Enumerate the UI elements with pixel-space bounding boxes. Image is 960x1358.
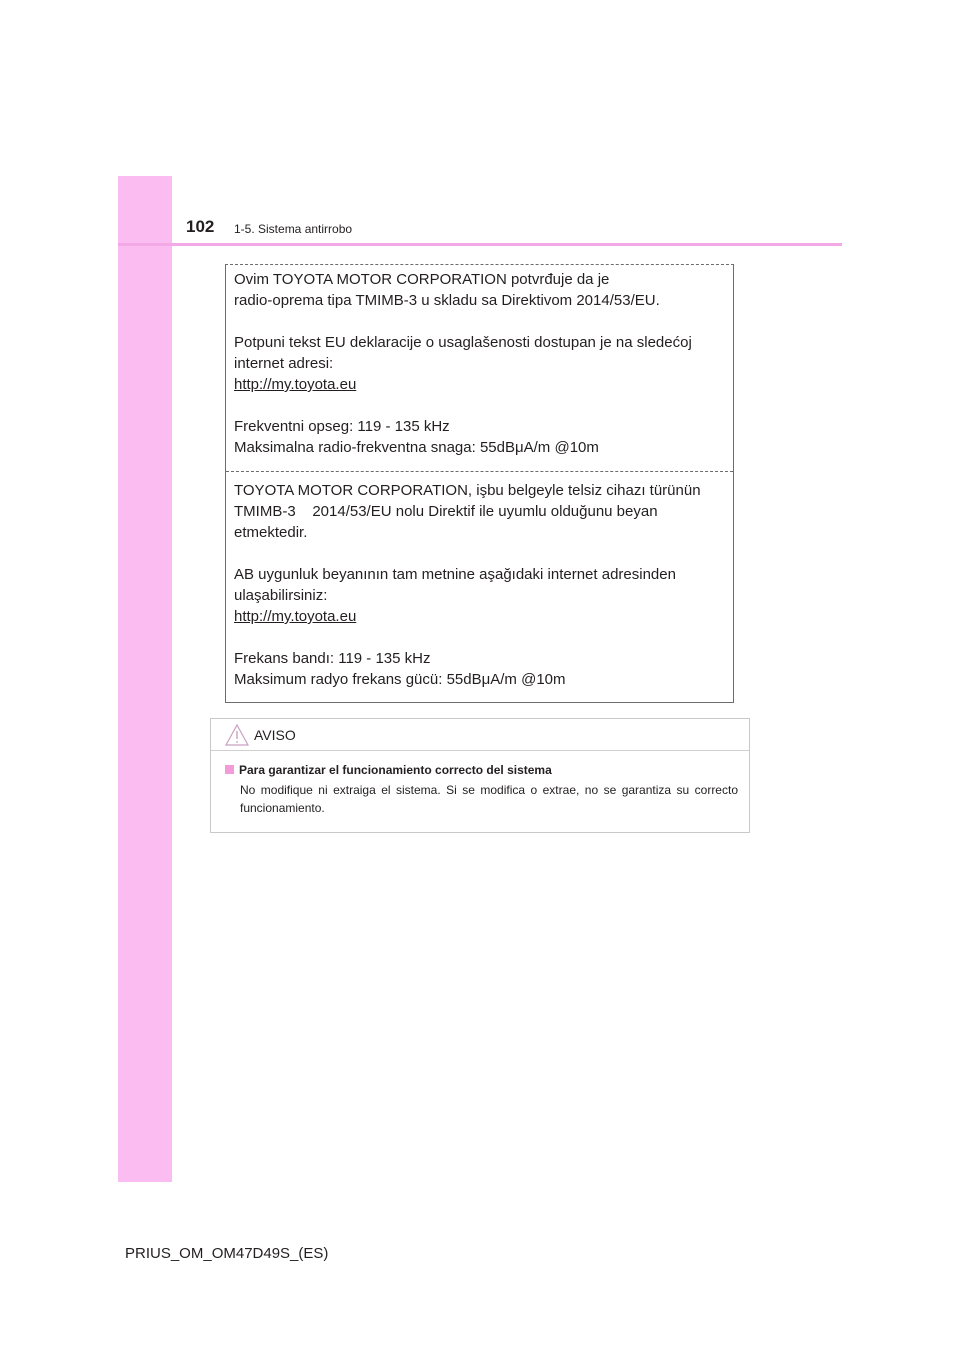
- text-line: Ovim TOYOTA MOTOR CORPORATION potvrđuje da je: [234, 271, 610, 288]
- warning-item-text: No modifique ni extraiga el sistema. Si se modifica o extrae, no se garantiza su correcto funcionamiento.: [240, 783, 738, 815]
- warning-header: [211, 719, 749, 751]
- toyota-link[interactable]: http://my.toyota.eu: [234, 376, 357, 393]
- warning-item-title: [225, 763, 552, 777]
- page-number: 102: [186, 217, 215, 236]
- text-line: Frekventni opseg: 119 - 135 kHz: [234, 418, 450, 435]
- header-rule: [118, 243, 842, 246]
- warning-box: [210, 718, 750, 833]
- text-line: Potpuni tekst EU deklaracije o usaglašenosti dostupan je na sledećoj: [234, 334, 692, 351]
- text-line: internet adresi:: [234, 355, 334, 372]
- text-line: Maksimum radyo frekans gücü: 55dBμA/m @10m: [234, 671, 566, 688]
- warning-title: AVISO: [254, 727, 296, 743]
- text-line: Maksimalna radio-frekventna snaga: 55dBμA/m @10m: [234, 439, 599, 456]
- square-bullet-icon: [225, 765, 234, 774]
- certification-box: [225, 264, 734, 703]
- text-line: TMIMB-3 2014/53/EU nolu Direktif ile uyumlu olduğunu beyan: [234, 503, 658, 520]
- text-line: radio-oprema tipa TMIMB-3 u skladu sa Direktivom 2014/53/EU.: [234, 292, 660, 309]
- warning-item-title-text: Para garantizar el funcionamiento correcto del sistema: [239, 763, 552, 777]
- text-line: Frekans bandı: 119 - 135 kHz: [234, 650, 431, 667]
- serbian-declaration: [234, 269, 692, 458]
- document-code: PRIUS_OM_OM47D49S_(ES): [125, 1245, 329, 1262]
- section-title: 1-5. Sistema antirrobo: [234, 222, 353, 236]
- turkish-declaration: [234, 480, 701, 690]
- section-divider: [226, 471, 733, 472]
- warning-triangle-icon: [225, 724, 249, 746]
- text-line: AB uygunluk beyanının tam metnine aşağıdaki internet adresinden: [234, 566, 676, 583]
- toyota-link[interactable]: http://my.toyota.eu: [234, 608, 357, 625]
- side-color-band: [118, 176, 172, 1182]
- text-line: etmektedir.: [234, 524, 308, 541]
- text-line: TOYOTA MOTOR CORPORATION, işbu belgeyle telsiz cihazı türünün: [234, 482, 701, 499]
- text-line: ulaşabilirsiniz:: [234, 587, 328, 604]
